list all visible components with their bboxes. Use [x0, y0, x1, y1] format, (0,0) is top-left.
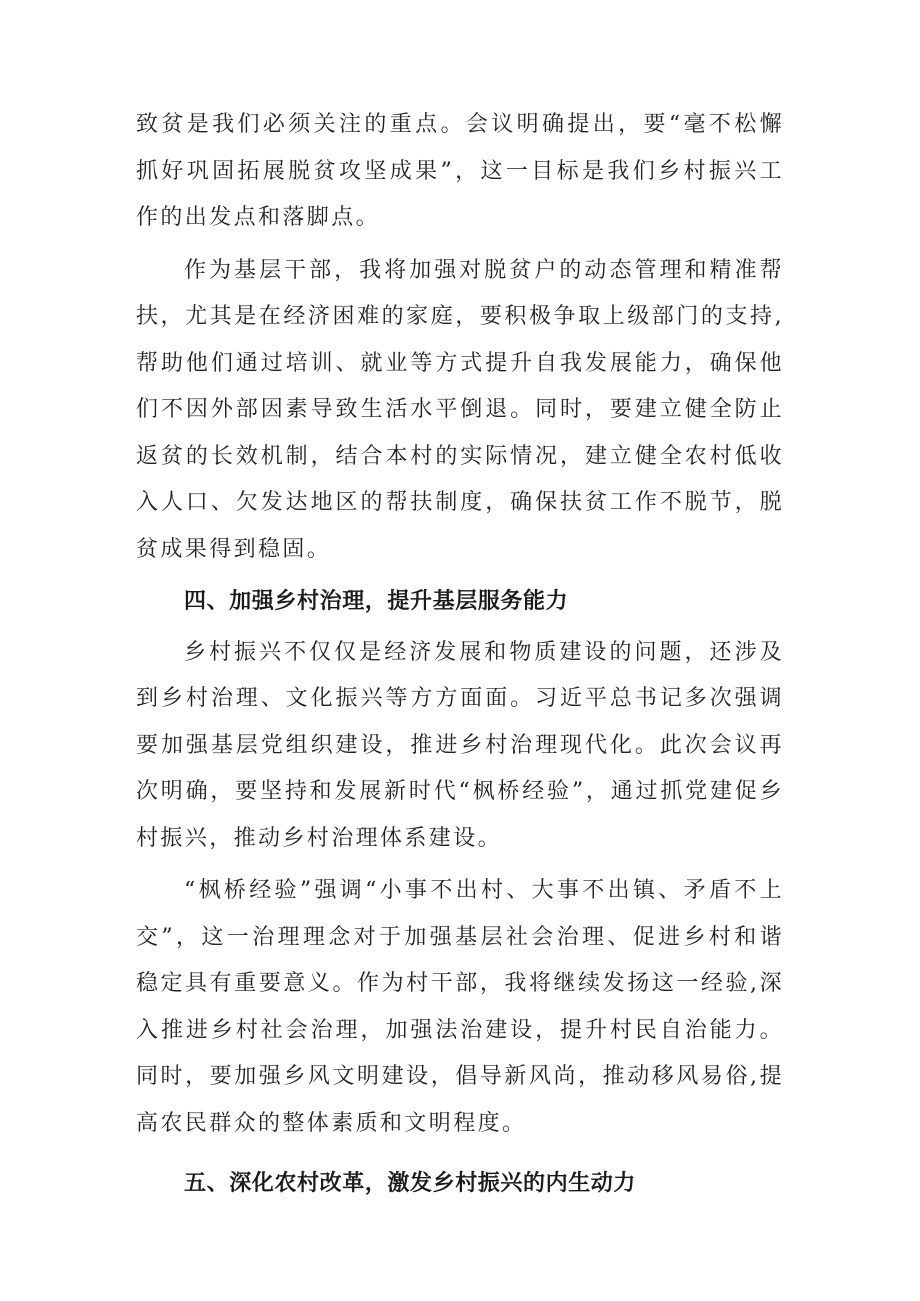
paragraph-grassroots-assistance: 作为基层干部，我将加强对脱贫户的动态管理和精准帮扶，尤其是在经济困难的家庭，要积极争取上级部门的支持,帮助他们通过培训、就业等方式提升自我发展能力，确保他们不因外部因素导致生活水平倒退。同时，要建立健全防止返贫的长效机制，结合本村的实际情况，建立健全农村低收入人口、欠发达地区的帮扶制度，确保扶贫工作不脱节，脱贫成果得到稳固。	[136, 257, 784, 562]
document-body	[136, 102, 784, 1208]
section-heading-four: 四、加强乡村治理，提升基层服务能力	[184, 589, 569, 614]
paragraph-rural-governance: 乡村振兴不仅仅是经济发展和物质建设的问题，还涉及到乡村治理、文化振兴等方方面面。习近平总书记多次强调要加强基层党组织建设，推进乡村治理现代化。此次会议再次明确，要坚持和发展新时代“枫桥经验”，通过抓党建促乡村振兴，推动乡村治理体系建设。	[136, 639, 784, 851]
section-heading-five: 五、深化农村改革，激发乡村振兴的内生动力	[184, 1171, 637, 1196]
paragraph-fengqiao-experience: “枫桥经验”强调“小事不出村、大事不出镇、矛盾不上交”，这一治理理念对于加强基层社会治理、促进乡村和谐稳定具有重要意义。作为村干部，我将继续发扬这一经验,深入推进乡村社会治理，加强法治建设，提升村民自治能力。同时，要加强乡风文明建设，倡导新风尚，推动移风易俗,提高农民群众的整体素质和文明程度。	[136, 878, 784, 1136]
paragraph-poverty-focus: 致贫是我们必须关注的重点。会议明确提出，要“毫不松懈抓好巩固拓展脱贫攻坚成果”，这一目标是我们乡村振兴工作的出发点和落脚点。	[136, 112, 784, 230]
